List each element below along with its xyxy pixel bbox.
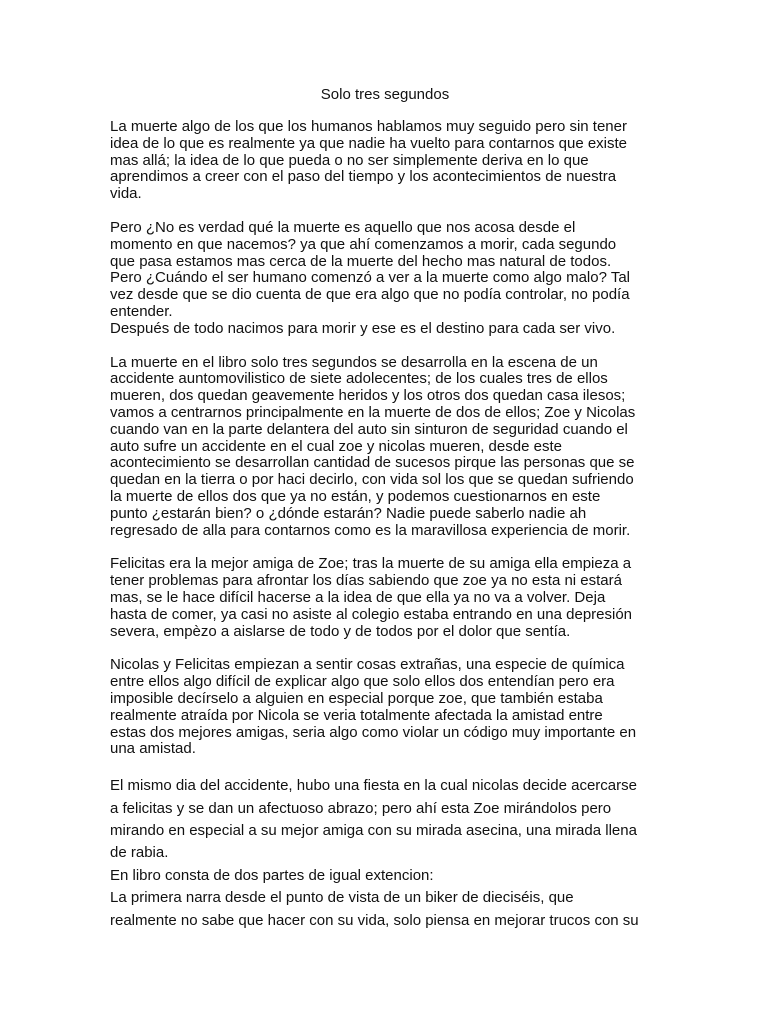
text-line: hasta de comer, ya casi no asiste al colegio estaba entrando en una depresión [110, 605, 633, 623]
text-line: aprendimos a creer con el paso del tiempo y los acontecimientos de nuestra [110, 168, 617, 186]
text-line: Pero ¿No es verdad qué la muerte es aquello que nos acosa desde el [110, 218, 576, 236]
text-line: El mismo dia del accidente, hubo una fiesta en la cual nicolas decide acercarse [110, 777, 637, 795]
text-line: la muerte de ellos dos que ya no están, y podemos cuestionarnos en este [110, 487, 601, 505]
text-line: acontecimiento se desarrollan cantidad de sucesos pirque las personas que se [110, 454, 635, 472]
text-line: auto sufre un accidente en el cual zoe y nicolas mueren, desde este [110, 437, 562, 455]
text-line: vamos a centrarnos principalmente en la muerte de dos de ellos; Zoe y Nicolas [110, 403, 636, 421]
text-line: realmente no sabe que hacer con su vida, solo piensa en mejorar trucos con su [110, 911, 639, 929]
text-line: una amistad. [110, 740, 196, 758]
text-line: cuando van en la parte delantera del auto sin sinturon de seguridad cuando el [110, 420, 628, 438]
text-line: Felicitas era la mejor amiga de Zoe; tras la muerte de su amiga ella empieza a [110, 555, 632, 573]
text-line: accidente auntomovilistico de siete adolecentes; de los cuales tres de ellos [110, 370, 608, 388]
text-line: regresado de alla para contarnos como es la maravillosa experiencia de morir. [110, 521, 631, 539]
text-line: quedan en la tierra o por haci decirlo, con vida sol los que se quedan sufriendo [110, 471, 634, 489]
text-line: entender. [110, 302, 173, 320]
text-line: En libro consta de dos partes de igual extencion: [110, 866, 434, 884]
text-line: entre ellos algo difícil de explicar algo que solo ellos dos entendían pero era [110, 673, 615, 691]
text-line: imposible decírselo a alguien en especial porque zoe, que también estaba [110, 689, 603, 707]
text-line: que pasa estamos mas cerca de la muerte del hecho mas natural de todos. [110, 252, 612, 270]
text-line: La muerte algo de los que los humanos hablamos muy seguido pero sin tener [110, 118, 627, 135]
text-line: punto ¿estarán bien? o ¿dónde estarán? Nadie puede saberlo nadie ah [110, 504, 587, 522]
text-line: estas dos mejores amigas, seria algo como violar un código muy importante en [110, 723, 637, 741]
text-line: La muerte en el libro solo tres segundos se desarrolla en la escena de un [110, 353, 598, 371]
paragraph-question [110, 220, 660, 338]
text-line: mas, se le hace difícil hacerse a la idea de que ella ya no va a volver. Deja [110, 588, 606, 606]
text-line: severa, empèzo a aislarse de todo y de todos por el dolor que sentía. [110, 622, 571, 640]
document-page [110, 86, 660, 932]
text-line: tener problemas para afrontar los días sabiendo que zoe ya no esta ni estará [110, 572, 622, 590]
paragraph-nicolas-felicitas [110, 657, 660, 758]
paragraph-felicitas [110, 556, 660, 640]
document-title: Solo tres segundos [320, 86, 450, 103]
text-line: de rabia. [110, 844, 169, 862]
paragraph-book-summary [110, 355, 660, 540]
text-line: Nicolas y Felicitas empiezan a sentir cosas extrañas, una especie de química [110, 656, 625, 674]
text-line: realmente atraída por Nicola se veria totalmente afectada la amistad entre [110, 706, 603, 724]
text-line: Después de todo nacimos para morir y ese es el destino para cada ser vivo. [110, 319, 616, 337]
paragraph-intro [110, 119, 660, 203]
text-line: vida. [110, 185, 142, 203]
text-line: a felicitas y se dan un afectuoso abrazo; pero ahí esta Zoe mirándolos pero [110, 799, 612, 817]
text-line: Pero ¿Cuándo el ser humano comenzó a ver a la muerte como algo malo? Tal [110, 269, 630, 287]
text-line: mas allá; la idea de lo que pueda o no ser simplemente deriva en lo que [110, 151, 589, 169]
text-line: vez desde que se dio cuenta de que era algo que no podía controlar, no podía [110, 286, 630, 304]
text-line: momento en que nacemos? ya que ahí comenzamos a morir, cada segundo [110, 235, 617, 253]
paragraph-party-and-structure [110, 775, 660, 932]
text-line: mueren, dos quedan geavemente heridos y los otros dos quedan casa ilesos; [110, 387, 626, 405]
text-line: La primera narra desde el punto de vista de un biker de dieciséis, que [110, 889, 574, 907]
text-line: idea de lo que es realmente ya que nadie ha vuelto para contarnos que existe [110, 134, 628, 152]
text-line: mirando en especial a su mejor amiga con su mirada asecina, una mirada llena [110, 821, 637, 839]
